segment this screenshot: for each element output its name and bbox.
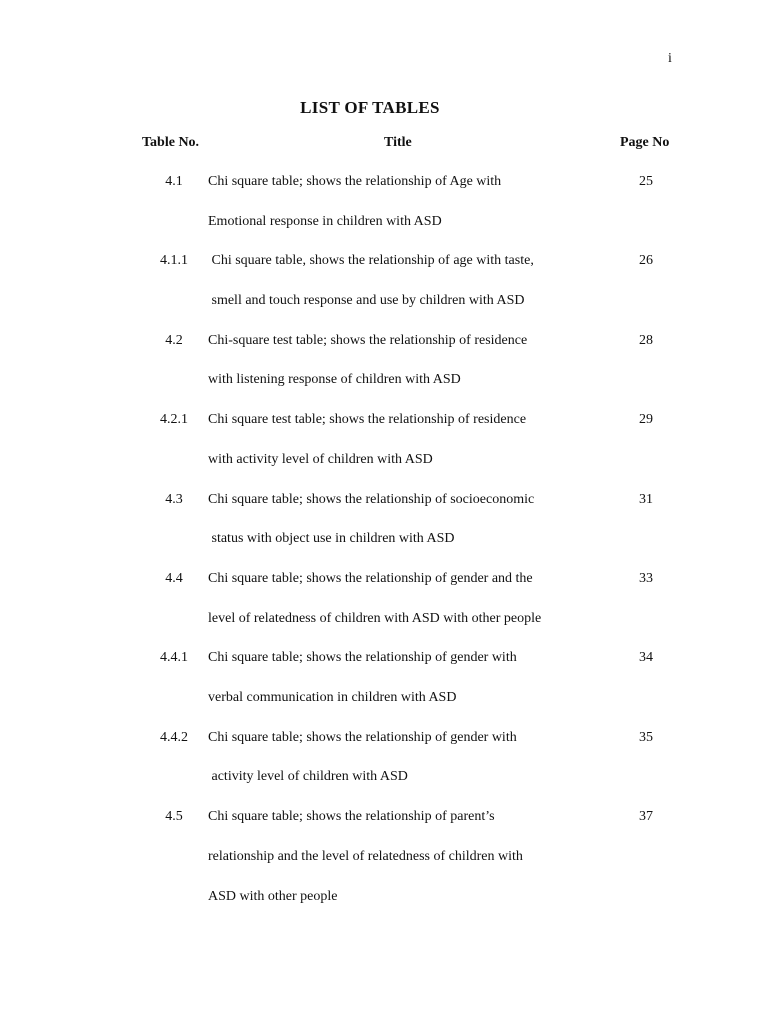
list-item [0,412,768,491]
table-title [208,809,608,928]
table-title [208,650,608,729]
table-page-number: 35 [639,729,653,745]
table-title [208,253,608,332]
list-item [0,333,768,412]
table-title-line: smell and touch response and use by children with ASD [208,293,525,309]
table-page-number: 31 [639,491,653,507]
table-title [208,730,608,809]
header-title: Title [384,135,412,150]
list-item [0,809,768,904]
table-title [208,492,608,571]
table-page-number: 26 [639,253,653,269]
table-page-number: 34 [639,650,653,666]
list-item [0,650,768,729]
list-item [0,253,768,332]
table-title-line: relationship and the level of relatedness of children with [208,848,523,864]
list-item [0,174,768,253]
table-number: 4.2 [165,332,183,348]
table-title [208,333,608,412]
header-page-no: Page No [620,135,670,150]
table-title-line: level of relatedness of children with ASD with other people [208,610,542,626]
table-title-line: ASD with other people [208,888,338,904]
table-number: 4.3 [165,491,183,507]
table-title-line: Chi square table; shows the relationship of Age with [208,174,502,189]
table-title-line: Chi square table, shows the relationship of age with taste, [208,253,534,269]
list-item [0,730,768,809]
table-header [0,135,768,155]
table-page-number: 29 [639,412,653,428]
header-table-no: Table No. [142,135,200,150]
table-number: 4.4.1 [160,650,188,666]
table-title-line: Chi square table; shows the relationship of gender with [208,650,517,666]
table-title-line: status with object use in children with ASD [208,531,455,547]
table-title-line: Chi square table; shows the relationship of socioeconomic [208,491,535,507]
table-number: 4.1.1 [160,253,188,269]
table-title-line: with listening response of children with ASD [208,372,461,388]
table-title-line: Chi square table; shows the relationship of parent’s [208,809,495,825]
table-title-line: Emotional response in children with ASD [208,213,442,229]
table-page-number: 33 [639,570,653,586]
table-list [0,174,768,904]
table-page-number: 28 [639,332,653,348]
table-number: 4.1 [165,174,183,189]
table-number: 4.5 [165,809,183,825]
table-title-line: with activity level of children with ASD [208,451,433,467]
table-title [208,412,608,491]
list-item [0,492,768,571]
table-title-line: Chi-square test table; shows the relationship of residence [208,332,528,348]
table-title-line: Chi square test table; shows the relationship of residence [208,412,527,428]
page-number: i [668,51,672,66]
table-title [208,174,608,253]
list-item [0,571,768,650]
table-page-number: 37 [639,809,653,825]
table-number: 4.4 [165,570,183,586]
table-title-line: activity level of children with ASD [208,769,408,785]
table-title-line: Chi square table; shows the relationship of gender and the [208,570,533,586]
table-number: 4.4.2 [160,729,188,745]
document-title: LIST OF TABLES [300,98,440,117]
table-title-line: verbal communication in children with ASD [208,690,457,706]
table-title-line: Chi square table; shows the relationship of gender with [208,729,517,745]
table-page-number: 25 [639,174,653,189]
table-number: 4.2.1 [160,412,188,428]
table-title [208,571,608,650]
